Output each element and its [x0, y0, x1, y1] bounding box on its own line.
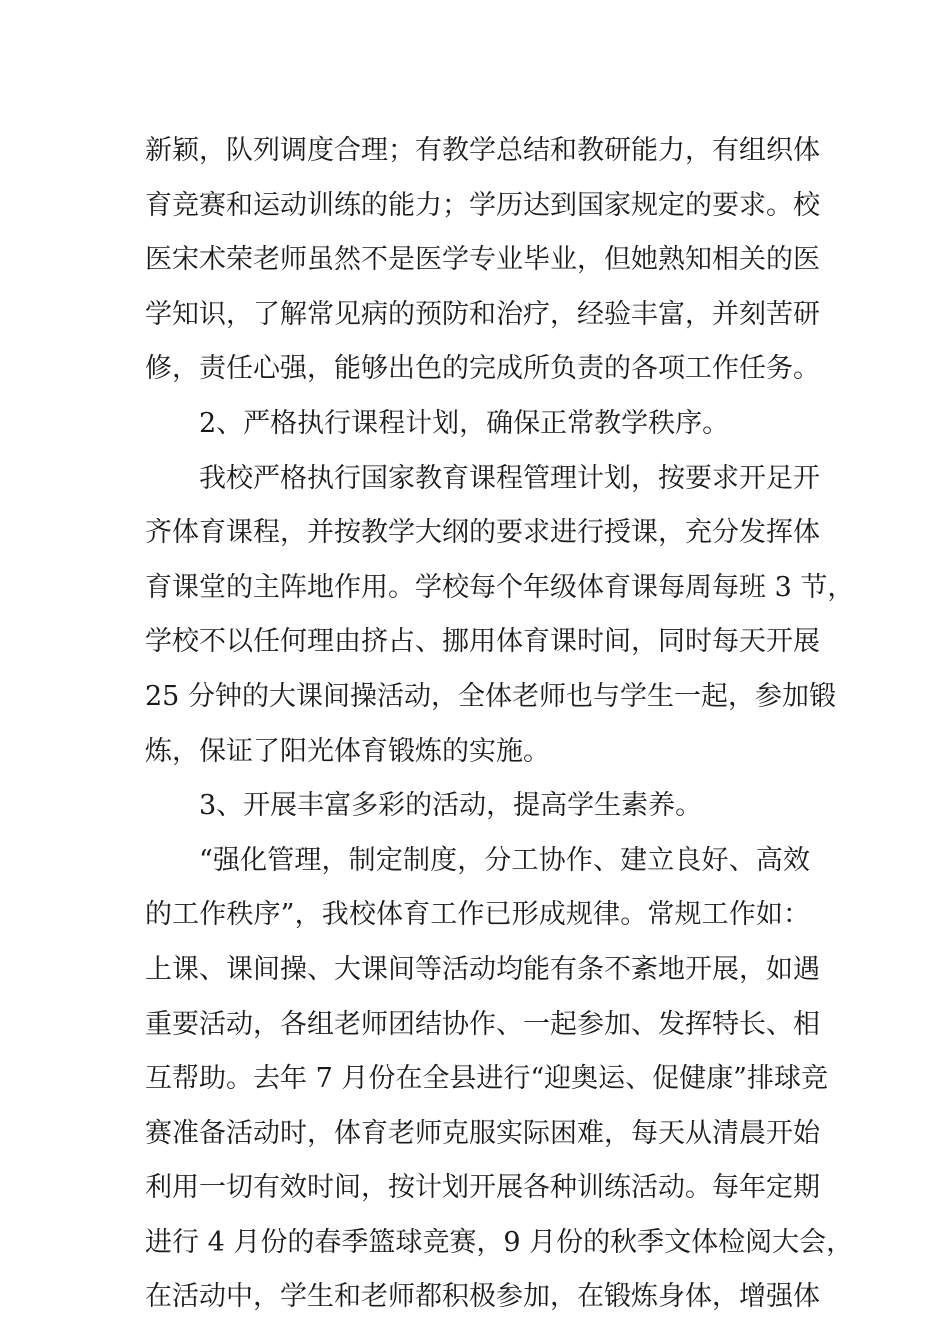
text-line: 重要活动，各组老师团结协作、一起参加、发挥特长、相: [145, 1008, 820, 1040]
text-line: 互帮助。去年 7 月份在全县进行“迎奥运、促健康”排球竞: [145, 1063, 828, 1095]
section-heading: 3、开展丰富多彩的活动，提高学生素养。: [199, 790, 703, 822]
text-line: 在活动中，学生和老师都积极参加，在锻炼身体，增强体: [145, 1281, 820, 1313]
text-line: 25 分钟的大课间操活动，全体老师也与学生一起，参加锻: [145, 680, 836, 712]
text-line: 进行 4 月份的春季篮球竞赛，9 月份的秋季文体检阅大会，: [145, 1226, 854, 1258]
text-line: 的工作秩序”，我校体育工作已形成规律。常规工作如：: [145, 899, 810, 931]
text-line: 炼，保证了阳光体育锻炼的实施。: [145, 735, 550, 767]
text-line: 新颖，队列调度合理；有教学总结和教研能力，有组织体: [145, 135, 820, 166]
text-line: 利用一切有效时间，按计划开展各种训练活动。每年定期: [145, 1172, 820, 1204]
text-line: 育竞赛和运动训练的能力；学历达到国家规定的要求。校: [145, 189, 820, 221]
text-line: 赛准备活动时，体育老师克服实际困难，每天从清晨开始: [145, 1117, 820, 1149]
text-line: 我校严格执行国家教育课程管理计划，按要求开足开: [199, 462, 820, 494]
body-text: [145, 124, 855, 1325]
text-line: 修，责任心强，能够出色的完成所负责的各项工作任务。: [145, 353, 820, 385]
text-line: “强化管理，制定制度，分工协作、建立良好、高效: [199, 844, 810, 876]
text-line: 育课堂的主阵地作用。学校每个年级体育课每周每班 3 节，: [145, 571, 855, 603]
text-line: 齐体育课程，并按教学大纲的要求进行授课，充分发挥体: [145, 517, 820, 549]
text-line: 医宋术荣老师虽然不是医学专业毕业，但她熟知相关的医: [145, 244, 820, 276]
section-heading: 2、严格执行课程计划，确保正常教学秩序。: [199, 407, 730, 439]
text-line: 上课、课间操、大课间等活动均能有条不紊地开展，如遇: [145, 953, 820, 985]
text-line: 学知识，了解常见病的预防和治疗，经验丰富，并刻苦研: [145, 298, 820, 330]
text-line: 学校不以任何理由挤占、挪用体育课时间，同时每天开展: [145, 626, 820, 658]
